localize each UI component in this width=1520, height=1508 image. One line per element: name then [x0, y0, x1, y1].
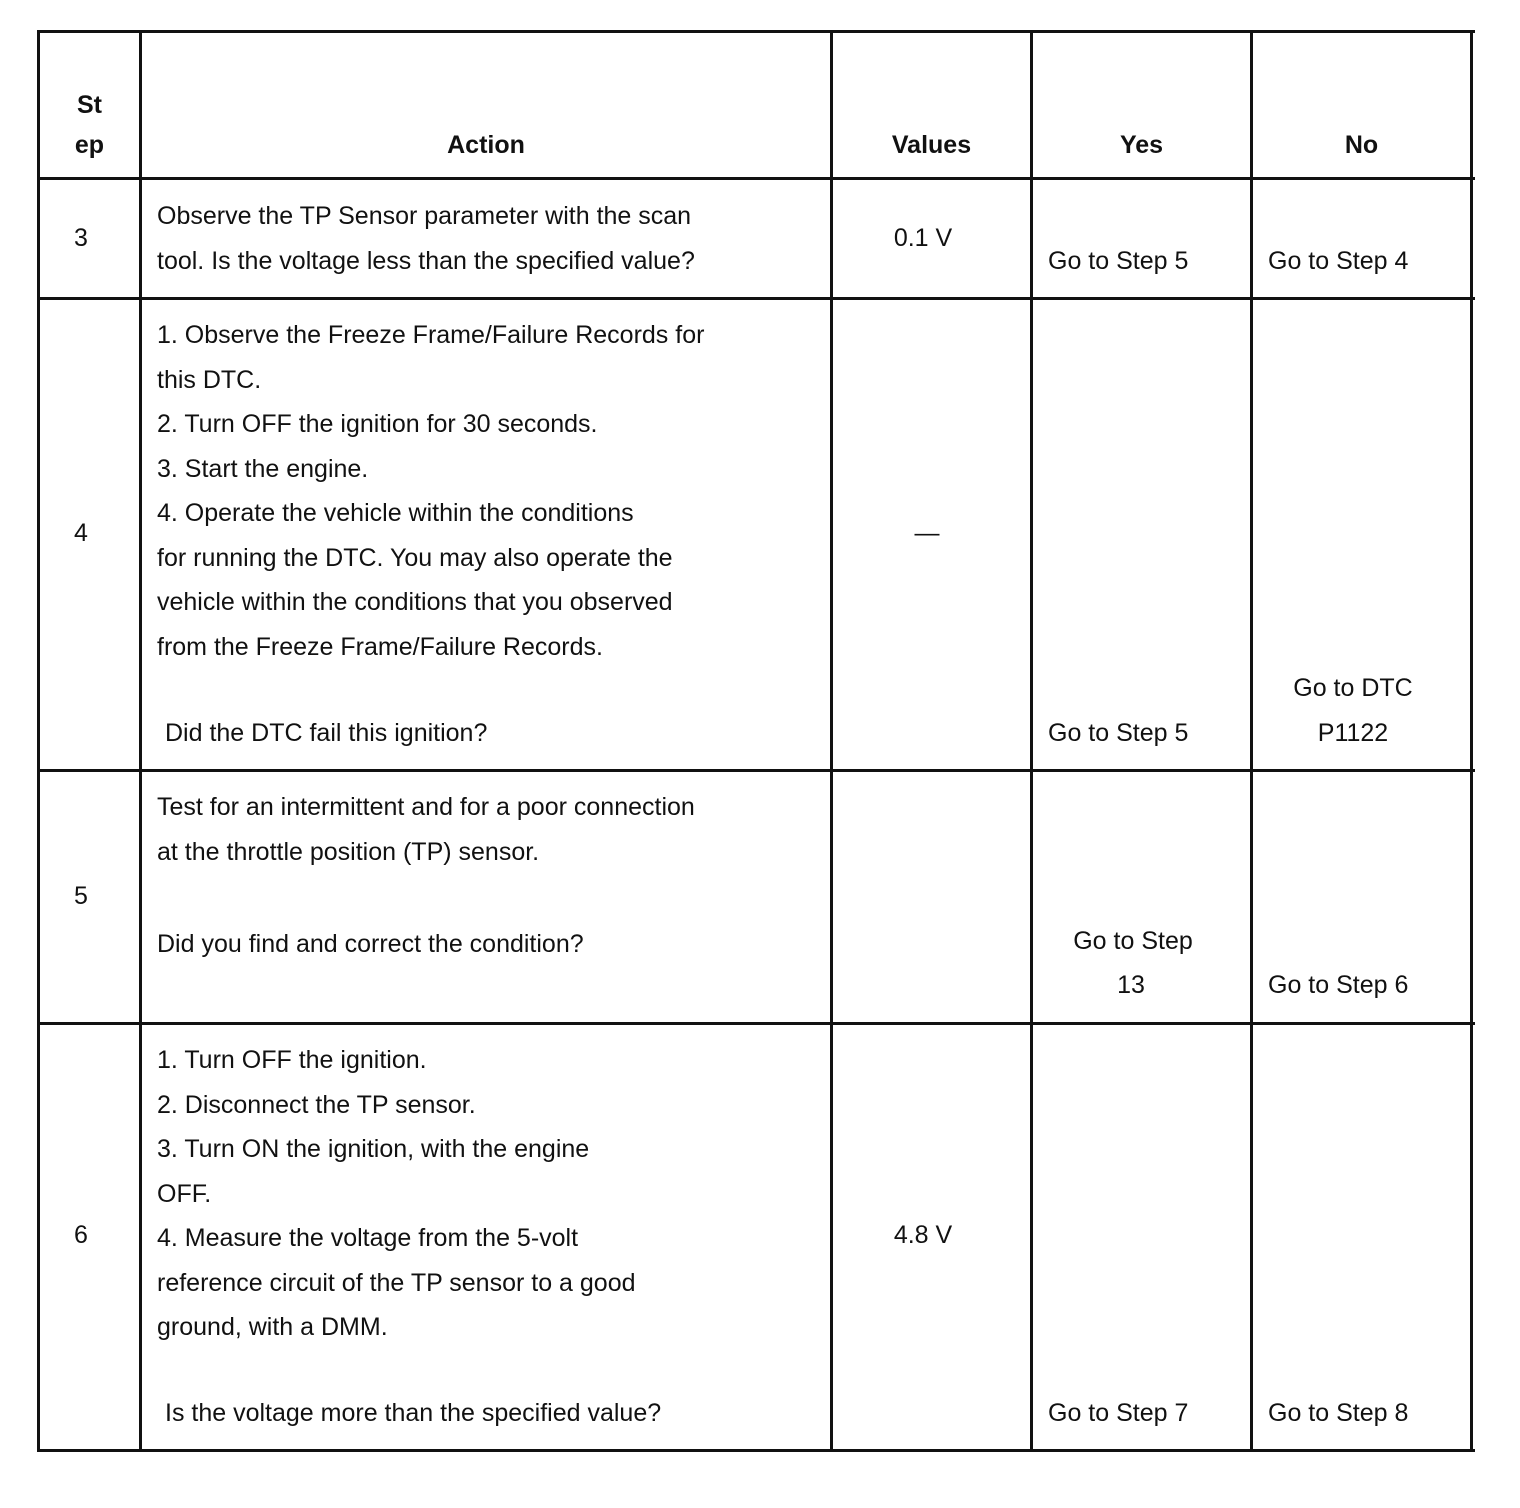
step-number: 5 [74, 882, 88, 910]
column-divider [1470, 30, 1473, 1452]
header-action: Action [447, 131, 525, 159]
action-question: Did the DTC fail this ignition? [165, 719, 488, 747]
column-divider [1030, 30, 1033, 1452]
action-question: Is the voltage more than the specified value? [165, 1399, 662, 1427]
header-step [40, 85, 139, 165]
step-number: 4 [74, 519, 88, 547]
action-line: 4. Operate the vehicle within the conditions [157, 499, 634, 527]
header-step-line1: St [77, 91, 102, 119]
row-divider [37, 1022, 1475, 1025]
header-yes: Yes [1119, 131, 1164, 159]
no-cell: Go to Step 6 [1268, 971, 1409, 999]
table-border-bottom [37, 1449, 1475, 1452]
action-line: 2. Disconnect the TP sensor. [157, 1091, 476, 1119]
yes-cell-line1: Go to Step [1073, 927, 1193, 955]
action-line: 3. Start the engine. [157, 455, 369, 483]
no-cell-line2: P1122 [1317, 719, 1389, 747]
action-line: Observe the TP Sensor parameter with the scan [157, 202, 692, 230]
value-cell: 4.8 V [893, 1221, 953, 1249]
action-line: from the Freeze Frame/Failure Records. [157, 633, 603, 661]
action-question: Did you find and correct the condition? [157, 930, 584, 958]
value-cell: 0.1 V [893, 224, 953, 252]
yes-cell: Go to Step 5 [1048, 247, 1189, 275]
yes-cell: Go to Step 5 [1048, 719, 1189, 747]
action-line: 1. Observe the Freeze Frame/Failure Records for [157, 321, 705, 349]
action-line: OFF. [157, 1180, 212, 1208]
value-cell: — [914, 519, 940, 547]
no-cell: Go to Step 4 [1268, 247, 1409, 275]
step-number: 6 [74, 1221, 88, 1249]
action-line: 2. Turn OFF the ignition for 30 seconds. [157, 410, 598, 438]
row-divider [37, 297, 1475, 300]
action-line: ground, with a DMM. [157, 1313, 388, 1341]
table-border-top [37, 30, 1475, 33]
action-line: 3. Turn ON the ignition, with the engine [157, 1135, 590, 1163]
yes-cell: Go to Step 7 [1048, 1399, 1189, 1427]
row-divider [37, 769, 1475, 772]
yes-cell-line2: 13 [1117, 971, 1145, 999]
action-line: 1. Turn OFF the ignition. [157, 1046, 427, 1074]
action-line: for running the DTC. You may also operate the [157, 544, 673, 572]
column-divider [139, 30, 142, 1452]
header-values: Values [891, 131, 972, 159]
header-divider [37, 177, 1475, 180]
action-line: 4. Measure the voltage from the 5-volt [157, 1224, 579, 1252]
header-step-line2: ep [74, 131, 105, 159]
action-line: at the throttle position (TP) sensor. [157, 838, 540, 866]
action-line: Test for an intermittent and for a poor connection [157, 793, 695, 821]
action-line: tool. Is the voltage less than the specified value? [157, 247, 695, 275]
no-cell-line1: Go to DTC [1293, 674, 1413, 702]
header-no: No [1344, 131, 1379, 159]
action-line: reference circuit of the TP sensor to a good [157, 1269, 636, 1297]
step-number: 3 [74, 224, 88, 252]
no-cell: Go to Step 8 [1268, 1399, 1409, 1427]
action-line: this DTC. [157, 366, 262, 394]
action-line: vehicle within the conditions that you observed [157, 588, 673, 616]
